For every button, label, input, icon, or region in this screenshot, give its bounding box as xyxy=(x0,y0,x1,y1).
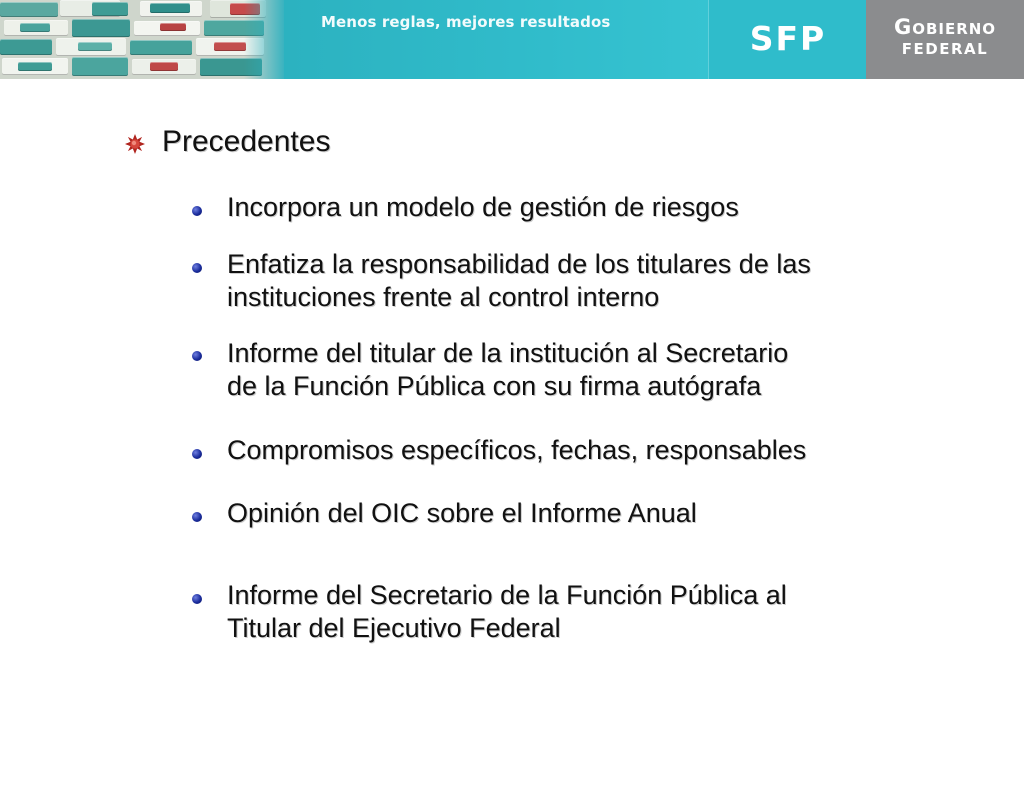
federal-text: FEDERAL xyxy=(901,40,989,58)
list-item: Informe del titular de la institución al Secretario de la Función Pública con su firma autógrafa xyxy=(227,338,789,401)
bullet-dot-icon xyxy=(192,449,202,459)
list-item: Enfatiza la responsabilidad de los titulares de las instituciones frente al control interno xyxy=(227,249,811,312)
bullet-dot-icon xyxy=(192,594,202,604)
sfp-logo xyxy=(708,0,867,79)
tagline-band xyxy=(284,0,708,79)
bullet-dot-icon xyxy=(192,206,202,216)
header-photo xyxy=(0,0,284,79)
gobierno-text: GOBIERNO xyxy=(893,15,997,39)
bullet-dot-icon xyxy=(192,512,202,522)
bullet-dot-icon xyxy=(192,351,202,361)
sunburst-bullet-icon xyxy=(124,133,146,155)
list-item: Opinión del OIC sobre el Informe Anual xyxy=(227,498,697,528)
list-item: Compromisos específicos, fechas, responsables xyxy=(227,435,807,465)
header-banner xyxy=(0,0,1024,79)
tagline: Menos reglas, mejores resultados xyxy=(321,13,611,31)
list-item: Incorpora un modelo de gestión de riesgos xyxy=(227,192,739,222)
section-heading: Precedentes xyxy=(162,125,331,158)
list-item: Informe del Secretario de la Función Pública al Titular del Ejecutivo Federal xyxy=(227,580,787,643)
bullet-dot-icon xyxy=(192,263,202,273)
sfp-logo-text: SFP xyxy=(749,19,827,58)
gobierno-federal-logo xyxy=(866,0,1024,79)
